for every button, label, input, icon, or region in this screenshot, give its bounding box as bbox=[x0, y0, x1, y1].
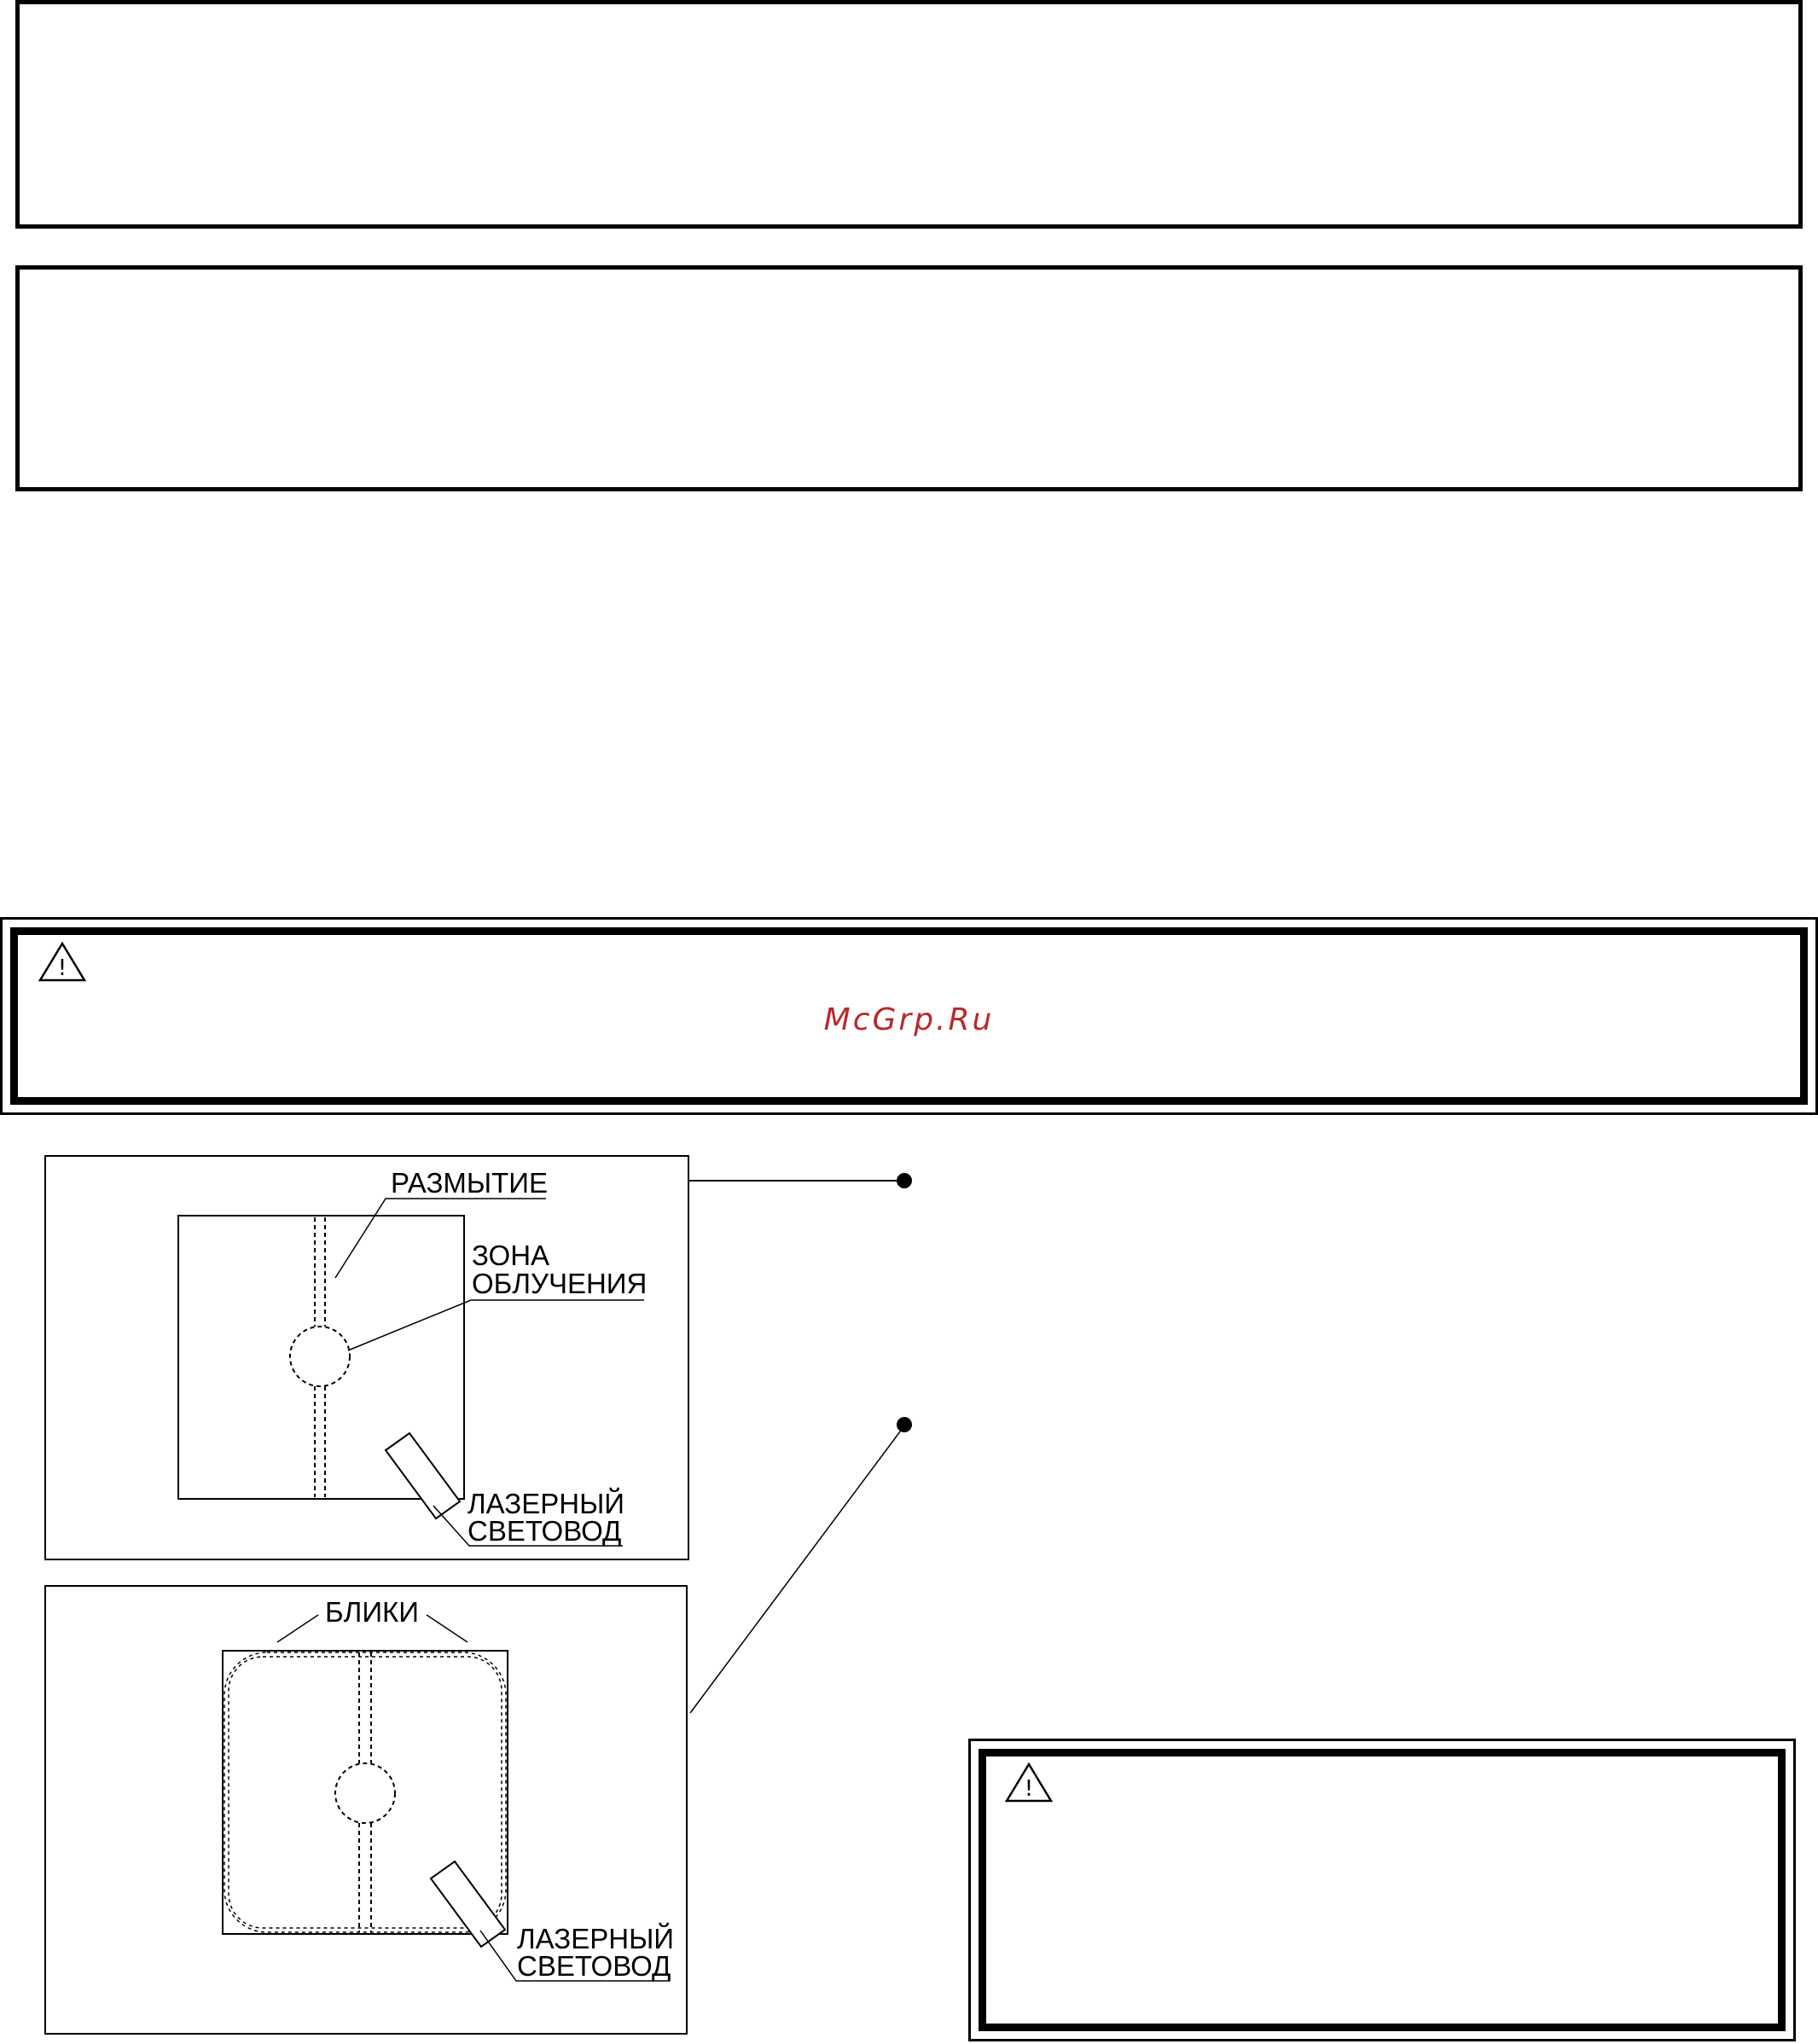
figure-top bbox=[45, 1156, 912, 1559]
watermark: McGrp.Ru bbox=[823, 1002, 995, 1037]
svg-text:!: ! bbox=[57, 955, 67, 981]
bullet-1 bbox=[897, 1173, 912, 1188]
bullet-2 bbox=[897, 1417, 912, 1432]
label-blur: РАЗМЫТИЕ bbox=[391, 1167, 548, 1199]
label-glare: БЛИКИ bbox=[325, 1596, 419, 1628]
label-zone-2: ОБЛУЧЕНИЯ bbox=[472, 1268, 648, 1299]
laser-guide-top bbox=[386, 1433, 460, 1518]
label-zone-1: ЗОНА bbox=[472, 1240, 550, 1271]
label-guide-bottom-2: СВЕТОВОД bbox=[517, 1950, 671, 1982]
irradiation-zone bbox=[290, 1327, 350, 1386]
label-guide-top-2: СВЕТОВОД bbox=[468, 1515, 622, 1547]
svg-text:!: ! bbox=[1024, 1776, 1034, 1802]
label-guide-bottom-1: ЛАЗЕРНЫЙ bbox=[517, 1923, 675, 1954]
irradiation-zone-bottom bbox=[335, 1763, 395, 1823]
label-guide-top-1: ЛАЗЕРНЫЙ bbox=[468, 1488, 625, 1519]
